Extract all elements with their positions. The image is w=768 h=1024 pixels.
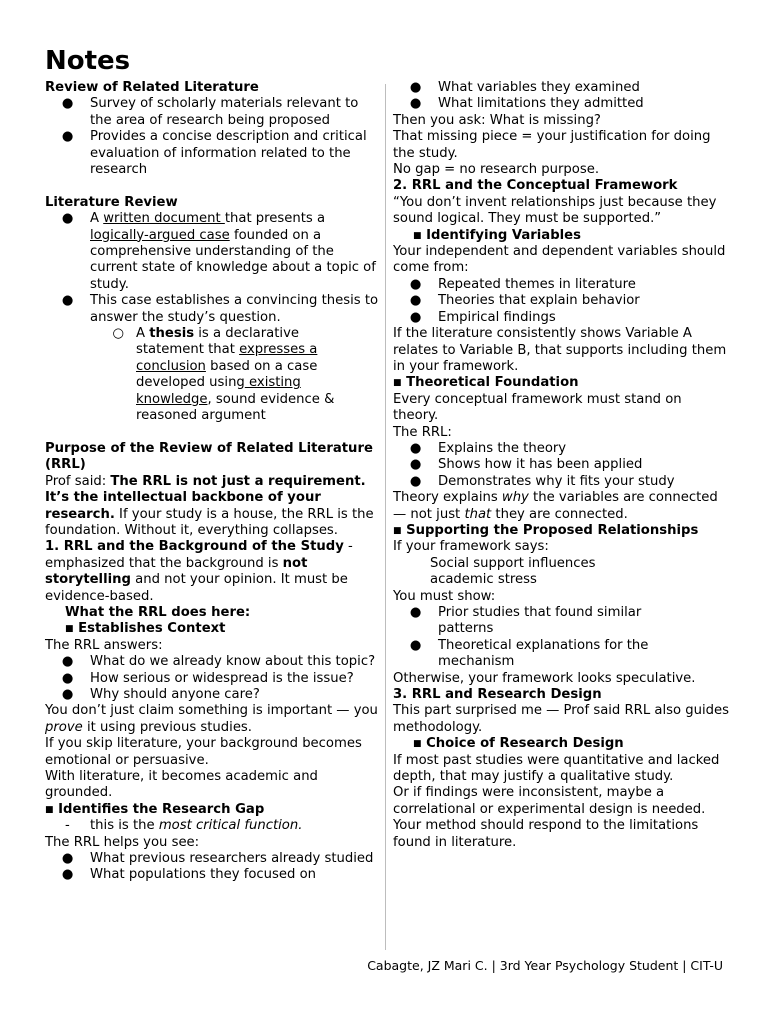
sub-list-item: ○ A thesis is a declarative statement that expresses a conclusion based on a case developed using existing knowledge, sound evidence & reasoned argument	[45, 326, 380, 424]
prof-said-paragraph: Prof said: The RRL is not just a requirement. It’s the intellectual backbone of your research. If your study is a house, the RRL is the foundation. Without it, everything collapses.	[45, 473, 374, 538]
bullet-icon: ●	[409, 293, 422, 309]
list-item: ● Theoretical explanations for the mechanism	[393, 638, 731, 671]
section-1-heading: 1. RRL and the Background of the Study	[45, 539, 344, 555]
rrl-heading: Review of Related Literature	[45, 80, 259, 95]
bullet-icon: ●	[409, 96, 422, 112]
bullet-icon: ●	[409, 309, 422, 325]
list-item: ● What variables they examined	[393, 80, 731, 96]
footer-author: Cabagte, JZ Mari C. | 3rd Year Psychology Student | CIT-U	[367, 958, 723, 973]
list-item: ● Repeated themes in literature	[393, 277, 731, 293]
list-item: ● Demonstrates why it fits your study	[393, 474, 731, 490]
bullet-icon: ●	[61, 211, 74, 227]
bullet-icon: ●	[409, 80, 422, 95]
bullet-icon: ●	[61, 129, 74, 145]
purpose-heading: Purpose of the Review of Related Literature (RRL)	[45, 440, 373, 473]
bullet-icon: ●	[409, 637, 422, 653]
square-bullet-icon: ■	[45, 804, 54, 815]
section-2-heading: 2. RRL and the Conceptual Framework	[393, 178, 678, 194]
list-item: ● Shows how it has been applied	[393, 457, 731, 473]
bullet-icon: ●	[61, 867, 74, 883]
supporting-relationships-heading: ■ Supporting the Proposed Relationships	[393, 522, 699, 538]
square-bullet-icon: ■	[413, 230, 422, 241]
square-bullet-icon: ■	[65, 624, 74, 635]
bullet-icon: ●	[61, 687, 74, 702]
bullet-icon: ●	[409, 605, 422, 620]
list-item: ● Explains the theory	[393, 441, 731, 457]
column-divider	[385, 84, 386, 950]
square-bullet-icon: ■	[393, 378, 402, 389]
list-item: ● This case establishes a convincing thesis to answer the study’s question.	[45, 293, 380, 326]
list-item: ● Why should anyone care?	[45, 687, 380, 703]
list-item: ● What previous researchers already studied	[45, 851, 380, 867]
list-item: ● How serious or widespread is the issue?	[45, 671, 380, 687]
establishes-context-heading: ■ Establishes Context	[65, 621, 226, 637]
square-bullet-icon: ■	[413, 739, 422, 750]
identifying-variables-heading: ■ Identifying Variables	[413, 227, 581, 243]
list-item: ● What limitations they admitted	[393, 96, 731, 112]
list-item: ● What do we already know about this topic?	[45, 654, 380, 670]
section-1-paragraph: 1. RRL and the Background of the Study - emphasized that the background is not storytelling and not your opinion. It must be evidence-based.	[45, 539, 353, 604]
dash-item: - this is the most critical function.	[65, 818, 303, 834]
bullet-icon: ●	[61, 654, 74, 670]
list-item: ● A written document that presents a logically-argued case founded on a comprehensive understanding of the current state of knowledge about a topic of study.	[45, 211, 380, 293]
bullet-icon: ●	[409, 276, 422, 292]
bullet-icon: ●	[409, 457, 422, 473]
bullet-icon: ●	[409, 473, 422, 489]
list-item: ● What populations they focused on	[45, 867, 380, 883]
left-column: Review of Related Literature ● Survey of scholarly materials relevant to the area of research being proposed ● Provides a concise description and critical evaluation of information related to the research Literature Review ● A written document that presents a logically-argued case founded on a comprehensive understanding of the current state of knowledge about a topic of study. ● This case establishes a convincing thesis to answer the study’s question. ○ A thesis is a declarative statement that expresses a conclusion based on a case developed using existing knowledge, sound evidence & reasoned argument Purpose of the Review of Related Literature (RRL) Prof said: The RRL is not just a requirement. It’s the intellectual backbone of your research. If your study is a house, the RRL is the foundation. Without it, everything collapses. 1. RRL and the Background of the Study - emphasized that the background is not storytelling and not your opinion. It must be evidence-based. What the RRL does here: ■ Establishes Context The RRL answers: ● What do we already know about this topic? ● How serious or widespread is the issue? ● Why should anyone care? You don’t just claim something is important — you prove it using previous studies. If you skip literature, your background becomes emotional or persuasive. With literature, it becomes academic and grounded. ■ Identifies the Research Gap - this is the most critical function. The RRL helps you see: ● What previous researchers already studied ● What populations they focused on	[45, 80, 379, 883]
bullet-icon: ●	[61, 96, 74, 112]
literature-review-heading: Literature Review	[45, 194, 178, 210]
research-gap-heading: ■ Identifies the Research Gap	[45, 801, 265, 817]
circle-bullet-icon: ○	[112, 326, 124, 342]
bullet-icon: ●	[61, 851, 74, 867]
list-item: ● Provides a concise description and critical evaluation of information related to the research	[45, 129, 380, 178]
square-bullet-icon: ■	[393, 525, 402, 536]
list-item: ● Theories that explain behavior	[393, 293, 731, 309]
bullet-icon: ●	[61, 670, 74, 686]
right-column: ● What variables they examined ● What limitations they admitted Then you ask: What is missing? That missing piece = your justification for doing the study. No gap = no research purpose. 2. RRL and the Conceptual Framework “You don’t invent relationships just because they sound logical. They must be supported.” ■ Identifying Variables Your independent and dependent variables should come from: ● Repeated themes in literature ● Theories that explain behavior ● Empirical findings If the literature consistently shows Variable A relates to Variable B, that supports including them in your framework. ■ Theoretical Foundation Every conceptual framework must stand on theory. The RRL: ● Explains the theory ● Shows how it has been applied ● Demonstrates why it fits your study Theory explains why the variables are connected — not just that they are connected. ■ Supporting the Proposed Relationships If your framework says: Social support influences academic stress You must show: ● Prior studies that found similar patterns ● Theoretical explanations for the mechanism Otherwise, your framework looks speculative. 3. RRL and Research Design This part surprised me — Prof said RRL also guides methodology. ■ Choice of Research Design If most past studies were quantitative and lacked depth, that may justify a qualitative study. Or if findings were inconsistent, maybe a correlational or experimental design is needed. Your method should respond to the limitations found in literature.	[393, 80, 729, 850]
list-item: ● Survey of scholarly materials relevant to the area of research being proposed	[45, 96, 380, 129]
theoretical-foundation-heading: ■ Theoretical Foundation	[393, 375, 579, 391]
page-title: Notes	[45, 46, 131, 76]
quote: “You don’t invent relationships just because they sound logical. They must be supported.”	[393, 194, 717, 227]
list-item: ● Empirical findings	[393, 310, 731, 326]
what-rrl-does-label: What the RRL does here:	[65, 604, 251, 620]
bullet-icon: ●	[61, 293, 74, 309]
list-item: ● Prior studies that found similar patterns	[393, 605, 731, 638]
section-3-heading: 3. RRL and Research Design	[393, 687, 602, 703]
choice-of-design-heading: ■ Choice of Research Design	[413, 736, 624, 752]
bullet-icon: ●	[409, 440, 422, 456]
